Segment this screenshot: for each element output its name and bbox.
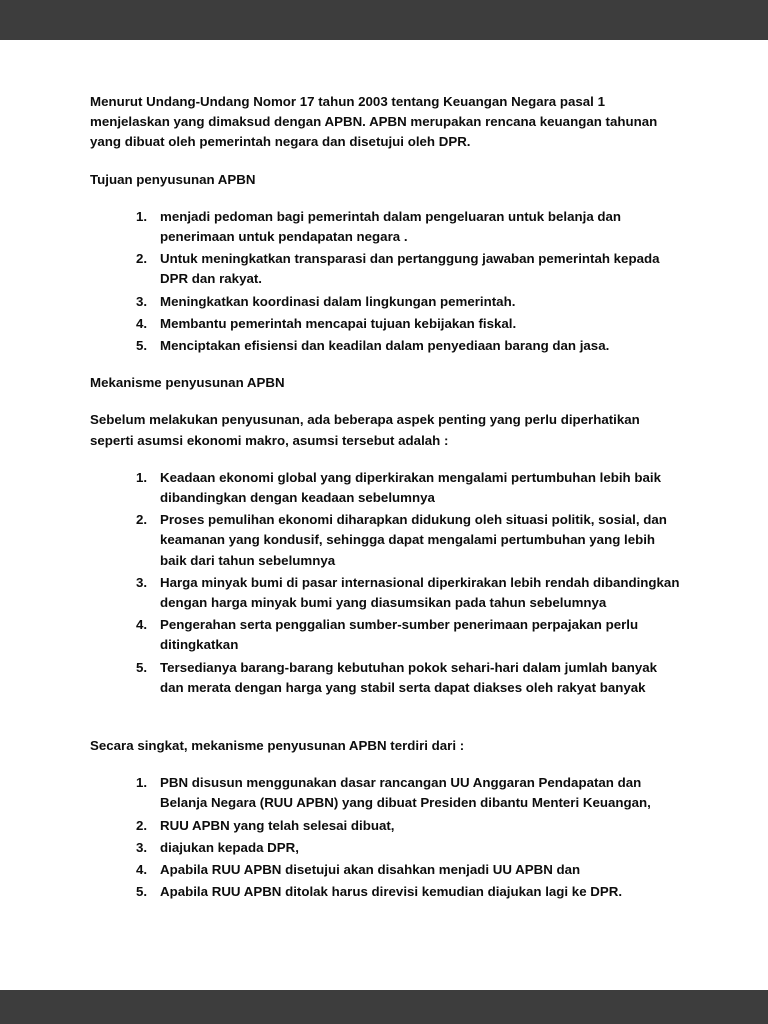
document-page [0,40,768,920]
asumsi-list [90,468,680,698]
list-item: Pengerahan serta penggalian sumber-sumber penerimaan perpajakan perlu ditingkatkan [160,617,639,653]
list-item: RUU APBN yang telah selesai dibuat, [160,817,395,833]
list-item: Untuk meningkatkan transparasi dan pertanggung jawaban pemerintah kepada DPR dan rakyat. [160,251,660,287]
mekanisme-steps-list [90,773,680,902]
viewer-bottom-edge [0,990,768,1024]
secara-singkat-paragraph: Secara singkat, mekanisme penyusunan APBN terdiri dari : [90,738,465,754]
list-item: Apabila RUU APBN ditolak harus direvisi kemudian diajukan lagi ke DPR. [160,884,623,900]
list-item: Keadaan ekonomi global yang diperkirakan mengalami pertumbuhan lebih baik dibandingkan dengan keadaan sebelumnya [160,469,661,506]
heading-tujuan-penyusunan-apbn: Tujuan penyusunan APBN [90,171,256,187]
viewer-top-edge [0,0,768,40]
list-item: diajukan kepada DPR, [160,839,299,855]
list-item: Proses pemulihan ekonomi diharapkan didukung oleh situasi politik, sosial, dan keamanan yang kondusif, sehingga dapat mengalami pertumbuhan yang lebih baik dari tahun sebelumnya [160,512,667,568]
list-item: Membantu pemerintah mencapai tujuan kebijakan fiskal. [160,315,517,331]
list-item: Apabila RUU APBN disetujui akan disahkan menjadi UU APBN dan [160,862,581,878]
list-item: PBN disusun menggunakan dasar rancangan UU Anggaran Pendapatan dan Belanja Negara (RUU APBN) yang dibuat Presiden dibantu Menteri Keuangan, [160,775,651,811]
heading-mekanisme-penyusunan-apbn: Mekanisme penyusunan APBN [90,375,285,391]
list-item: Meningkatkan koordinasi dalam lingkungan pemerintah. [160,293,516,309]
list-item: menjadi pedoman bagi pemerintah dalam pengeluaran untuk belanja dan penerimaan untuk pendapatan negara . [160,208,622,245]
list-item: Menciptakan efisiensi dan keadilan dalam penyediaan barang dan jasa. [160,338,610,354]
list-item: Tersedianya barang-barang kebutuhan pokok sehari-hari dalam jumlah banyak dan merata dengan harga yang stabil serta dapat diakses oleh rakyat banyak [160,659,658,695]
tujuan-list [90,207,680,356]
mekanisme-intro-paragraph: Sebelum melakukan penyusunan, ada beberapa aspek penting yang perlu diperhatikan seperti asumsi ekonomi makro, asumsi tersebut adalah : [90,412,640,448]
list-item: Harga minyak bumi di pasar internasional diperkirakan lebih rendah dibandingkan dengan harga minyak bumi yang diasumsikan pada tahun sebelumnya [160,574,680,611]
intro-paragraph: Menurut Undang-Undang Nomor 17 tahun 2003 tentang Keuangan Negara pasal 1 menjelaskan yang dimaksud dengan APBN. APBN merupakan rencana keuangan tahunan yang dibuat oleh pemerintah negara dan disetujui oleh DPR. [90,94,658,150]
